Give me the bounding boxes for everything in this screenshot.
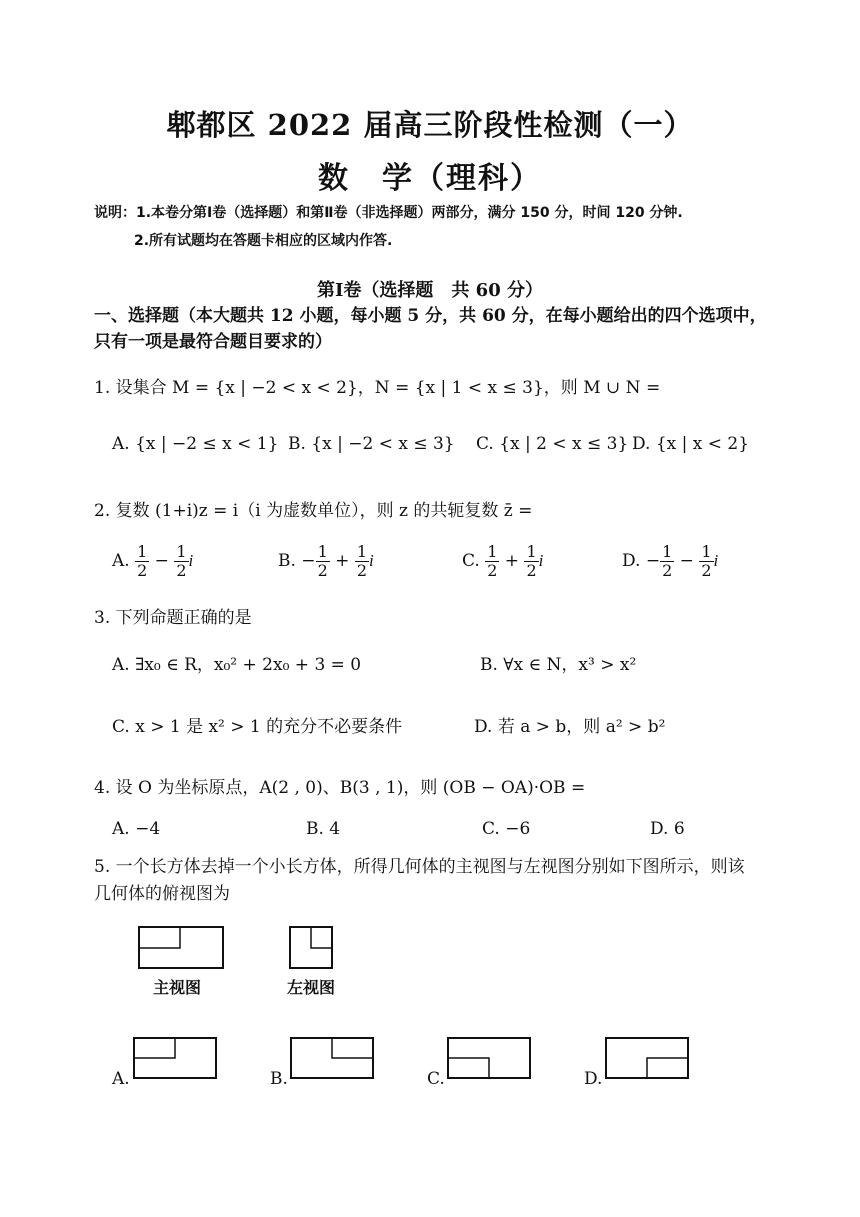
q5-option-d-figure	[605, 1037, 689, 1080]
numerator: 1	[701, 542, 712, 561]
q2-a-fraction-2	[174, 543, 188, 580]
numerator: 1	[526, 542, 537, 561]
q4-option-d: D. 6	[650, 819, 685, 839]
q5-option-a-label: A.	[112, 1069, 130, 1089]
q4-option-a: A. −4	[112, 819, 161, 839]
denominator: 2	[487, 561, 498, 580]
numerator: 1	[176, 542, 187, 561]
q3-stem: 3. 下列命题正确的是	[94, 608, 252, 628]
q1-option-b: B. {x | −2 < x ≤ 3}	[288, 434, 455, 454]
part-instructions-line-1: 一、选择题（本大题共 12 小题，每小题 5 分，共 60 分，在每小题给出的四个选项中，	[94, 306, 767, 326]
q2-option-c: C. $\frac{1}{2}$ + $\frac{1}{2}$ i	[462, 542, 544, 580]
denominator: 2	[137, 561, 148, 580]
q5-option-c-figure	[447, 1037, 531, 1080]
denominator: 2	[317, 561, 328, 580]
q3-option-a: A. ∃x₀ ∈ R，x₀² + 2x₀ + 3 = 0	[112, 655, 362, 675]
subject-title: 数 学（理科）	[318, 161, 542, 196]
exam-title: 郫都区 2022 届高三阶段性检测（一）	[166, 108, 694, 142]
q2-d-fraction-2	[699, 543, 713, 580]
q2-d-fraction-1	[660, 543, 674, 580]
q2-b-fraction-2	[355, 543, 369, 580]
q2-option-d-label: D.	[622, 551, 641, 571]
numerator: 1	[317, 542, 328, 561]
q2-c-fraction-1	[485, 543, 499, 580]
q1-stem: 1. 设集合 M = {x | −2 < x < 2}，N = {x | 1 < x ≤ 3}，则 M ∪ N =	[94, 378, 661, 398]
q3-option-c: C. x > 1 是 x² > 1 的充分不必要条件	[112, 717, 403, 737]
q5-option-b-figure	[290, 1037, 374, 1080]
q4-option-b: B. 4	[306, 819, 341, 839]
note-line-2: 2.所有试题均在答题卡相应的区域内作答.	[134, 233, 393, 249]
q2-option-b-label: B.	[278, 551, 296, 571]
q2-option-d: D. − $\frac{1}{2}$ − $\frac{1}{2}$ i	[622, 542, 719, 580]
q1-option-d: D. {x | x < 2}	[632, 434, 750, 454]
denominator: 2	[701, 561, 712, 580]
q2-option-a-label: A.	[112, 551, 130, 571]
numerator: 1	[137, 542, 148, 561]
q2-a-fraction-1	[135, 543, 149, 580]
numerator: 1	[662, 542, 673, 561]
q2-c-fraction-2	[524, 543, 538, 580]
front-view-caption: 主视图	[153, 978, 202, 997]
q5-option-d-label: D.	[584, 1069, 603, 1089]
q4-stem: 4. 设 O 为坐标原点，A(2 , 0)、B(3 , 1)，则 (OB − OA)·OB =	[94, 778, 586, 798]
left-view-figure	[289, 926, 334, 970]
q1-option-c: C. {x | 2 < x ≤ 3}	[476, 434, 629, 454]
q4-option-c: C. −6	[482, 819, 531, 839]
q2-option-c-label: C.	[462, 551, 480, 571]
q1-option-a: A. {x | −2 ≤ x < 1}	[112, 434, 279, 454]
q2-option-b: B. − $\frac{1}{2}$ + $\frac{1}{2}$ i	[278, 542, 374, 580]
denominator: 2	[662, 561, 673, 580]
denominator: 2	[356, 561, 367, 580]
q3-option-b: B. ∀x ∈ N，x³ > x²	[480, 655, 637, 675]
q5-stem-line-1: 5. 一个长方体去掉一个小长方体，所得几何体的主视图与左视图分别如下图所示，则该	[94, 857, 745, 877]
q2-stem: 2. 复数 (1+i)z = i（i 为虚数单位），则 z 的共轭复数 z̄ =	[94, 501, 533, 521]
q2-b-fraction-1	[316, 543, 330, 580]
q3-option-d: D. 若 a > b，则 a² > b²	[474, 717, 666, 737]
numerator: 1	[487, 542, 498, 561]
left-view-caption: 左视图	[287, 978, 336, 997]
q5-option-c-label: C.	[427, 1069, 445, 1089]
q5-option-a-figure	[133, 1037, 217, 1080]
q5-stem-line-2: 几何体的俯视图为	[94, 884, 230, 904]
q2-option-a: A. $\frac{1}{2}$ − $\frac{1}{2}$ i	[112, 542, 194, 580]
q5-option-b-label: B.	[270, 1069, 288, 1089]
denominator: 2	[526, 561, 537, 580]
note-line-1: 说明：1.本卷分第Ⅰ卷（选择题）和第Ⅱ卷（非选择题）两部分，满分 150 分，时间 120 分钟.	[94, 205, 683, 221]
numerator: 1	[356, 542, 367, 561]
denominator: 2	[176, 561, 187, 580]
front-view-figure	[138, 926, 224, 970]
part-instructions-line-2: 只有一项是最符合题目要求的）	[94, 332, 332, 352]
section-title: 第Ⅰ卷（选择题 共 60 分）	[316, 280, 543, 301]
